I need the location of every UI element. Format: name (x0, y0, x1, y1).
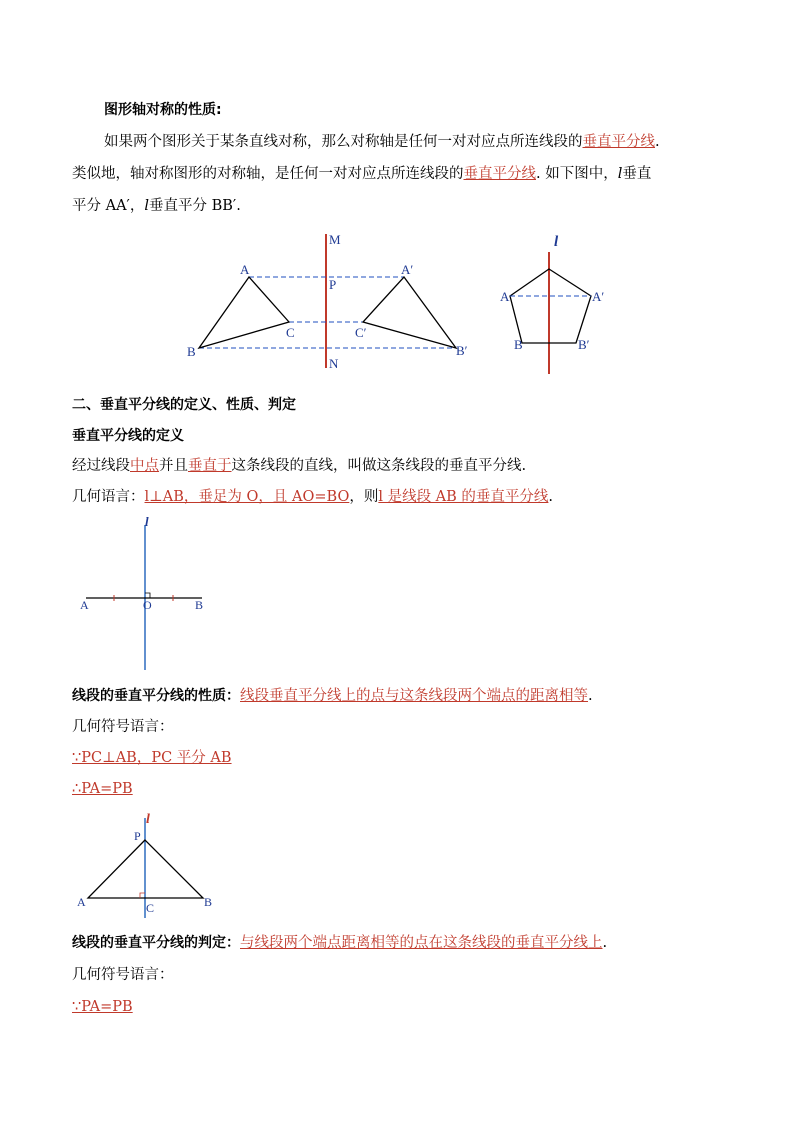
label-b: B (204, 895, 213, 909)
text: 这条线段的直线，叫做这条线段的垂直平分线. (231, 458, 527, 474)
highlighted-term: 垂直平分线 (463, 166, 536, 182)
paragraph-line (72, 933, 732, 953)
label-b: B (195, 598, 204, 612)
section-heading-perpendicular-bisector: 二、垂直平分线的定义、性质、判定 (72, 397, 296, 413)
highlighted-term: l 是线段 AB 的垂直平分线 (378, 489, 549, 505)
text: . 如下图中， (536, 166, 618, 182)
text: 垂直平分 BB′. (149, 198, 241, 214)
highlighted-term: l⊥AB，垂足为 O，且 AO=BO (144, 489, 350, 505)
symbol-language-label: 几何符号语言： (72, 719, 174, 735)
text: ，则 (349, 489, 379, 505)
label-b: B (187, 344, 196, 359)
text: 几何语言： (72, 489, 145, 505)
highlighted-term: ∴PA=PB (72, 781, 133, 797)
label-b-prime: B′ (456, 343, 468, 358)
text: 如果两个图形关于某条直线对称，那么对称轴是任何一对对应点所连线段的 (104, 134, 583, 150)
text: . (602, 935, 608, 951)
judgment-heading: 线段的垂直平分线的判定： (72, 935, 240, 951)
label-p: P (329, 277, 337, 292)
text: . (655, 134, 660, 150)
label-a: A (77, 895, 86, 909)
symbol-language-label: 几何符号语言： (72, 967, 174, 983)
text: 经过线段 (72, 458, 130, 474)
label-a-prime: A′ (592, 289, 605, 304)
label-c: C (286, 325, 295, 340)
judgment-given (72, 997, 732, 1017)
label-l: l (146, 812, 150, 827)
property-heading: 线段的垂直平分线的性质： (72, 688, 240, 704)
label-l: l (554, 234, 559, 250)
subheading-definition: 垂直平分线的定义 (72, 428, 184, 444)
label-a-prime: A′ (401, 262, 414, 277)
label-b: B (514, 337, 523, 352)
label-o: O (143, 598, 152, 612)
text: 平分 AA′， (72, 198, 145, 214)
highlighted-term: ∵PC⊥AB，PC 平分 AB (72, 750, 232, 766)
highlighted-term: ∵PA=PB (72, 999, 133, 1015)
text: 并且 (159, 458, 188, 474)
text: 垂直 (622, 166, 652, 182)
label-m: M (329, 232, 341, 247)
label-n: N (329, 356, 339, 371)
label-a: A (80, 598, 89, 612)
math-symbol: l (617, 166, 623, 182)
math-symbol: l (144, 198, 149, 214)
label-l: l (145, 514, 149, 529)
highlighted-term: 垂直于 (188, 458, 232, 474)
highlighted-term: 中点 (130, 458, 159, 474)
text: 类似地，轴对称图形的对称轴，是任何一对对应点所连线段的 (72, 166, 464, 182)
label-c: C (146, 901, 155, 915)
label-a: A (500, 289, 510, 304)
label-p: P (134, 829, 141, 843)
text: . (548, 489, 554, 505)
label-a: A (240, 262, 250, 277)
label-c-prime: C′ (355, 325, 367, 340)
highlighted-term: 垂直平分线 (582, 134, 655, 150)
text: . (588, 688, 593, 704)
highlighted-term: 线段垂直平分线上的点与这条线段两个端点的距离相等 (240, 688, 588, 704)
highlighted-term: 与线段两个端点距离相等的点在这条线段的垂直平分线上 (240, 935, 603, 951)
label-b-prime: B′ (578, 337, 590, 352)
section-heading-symmetry: 图形轴对称的性质: (104, 102, 222, 118)
